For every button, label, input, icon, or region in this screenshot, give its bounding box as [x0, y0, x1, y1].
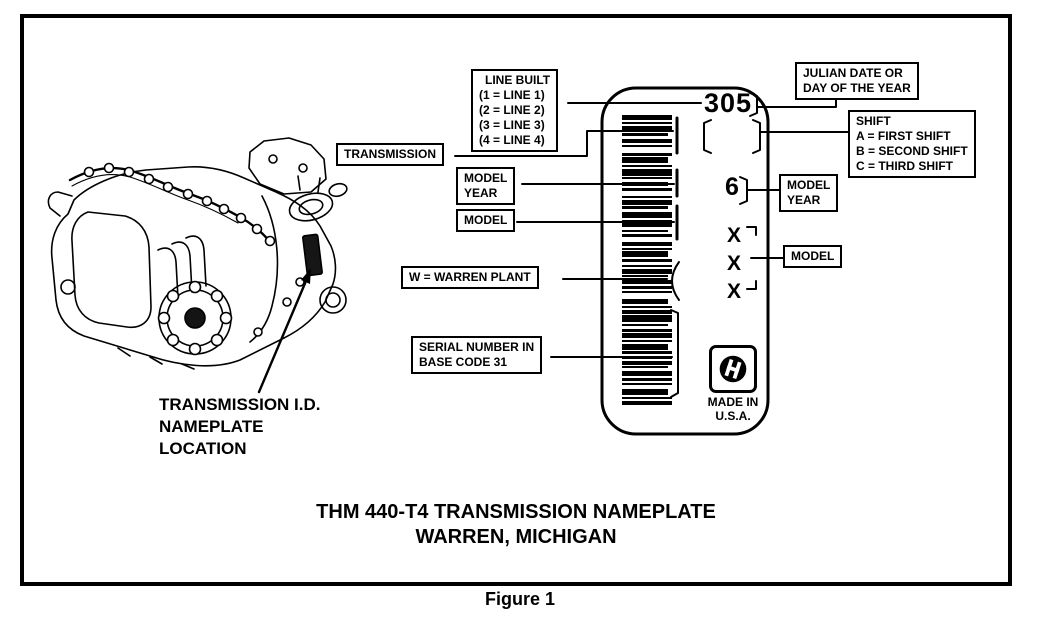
barcode-bar: [622, 269, 672, 274]
barcode-bar: [622, 357, 672, 359]
bracket-shift-right: [753, 120, 760, 153]
callout-line-built-row: (3 = LINE 3): [479, 118, 545, 132]
barcode-bar: [622, 333, 672, 338]
callout-model-left: [456, 209, 515, 232]
barcode-bar: [622, 126, 672, 132]
hydramatic-logo-frame: [709, 345, 757, 393]
callout-transmission-label: TRANSMISSION: [344, 147, 437, 161]
callout-warren-label: W = WARREN PLANT: [409, 270, 531, 284]
callout-model-right-label: MODEL: [791, 249, 835, 263]
callout-line-built-row: (4 = LINE 4): [479, 133, 545, 147]
made-in-l2: U.S.A.: [715, 409, 751, 423]
seam-bolts: [85, 164, 275, 246]
callout-line-built-row: (1 = LINE 1): [479, 88, 545, 102]
barcode-bar: [622, 265, 672, 267]
barcode-bar: [622, 177, 672, 179]
barcode-bar: [622, 344, 668, 350]
governor-cover: [286, 176, 348, 225]
barcode-bar: [622, 299, 668, 304]
nameplate-model-char: X: [727, 252, 743, 275]
barcode-bar: [622, 378, 672, 381]
nameplate-model-char: X: [727, 280, 743, 303]
caption-line1: THM 440-T4 TRANSMISSION NAMEPLATE: [316, 501, 716, 523]
callout-serial-l2: BASE CODE 31: [419, 355, 508, 369]
barcode-bar: [622, 230, 668, 232]
callout-model-year-left-l1: MODEL: [464, 171, 508, 185]
callout-shift-row: C = THIRD SHIFT: [856, 159, 954, 173]
barcode-bar: [622, 223, 672, 227]
right-stub: [320, 287, 346, 313]
bracket-x-top: [747, 227, 756, 235]
location-note-l2: NAMEPLATE: [159, 417, 264, 436]
callout-serial-l1: SERIAL NUMBER IN: [419, 340, 535, 354]
barcode-bar: [622, 139, 672, 143]
callout-model-year-left-l2: YEAR: [464, 186, 498, 200]
barcode-bar: [622, 259, 672, 262]
nameplate-model-year-value: 6: [725, 173, 740, 201]
callout-line-built-row: (2 = LINE 2): [479, 103, 545, 117]
output-flange: [159, 282, 232, 355]
barcode-bar: [622, 220, 672, 222]
barcode: [622, 115, 672, 405]
barcode-bar: [622, 165, 672, 167]
transmission-silhouette: [52, 167, 336, 366]
barcode-bar: [622, 389, 668, 395]
barcode-bar: [622, 397, 672, 399]
case-seam: [250, 196, 277, 342]
barcode-bar: [622, 315, 672, 322]
side-cover-panel: [72, 212, 151, 327]
barcode-bar: [622, 133, 668, 136]
callout-model-right: [783, 245, 842, 268]
callout-model-year-right-l2: YEAR: [787, 193, 821, 207]
callout-line-built-title: LINE BUILT: [485, 73, 551, 87]
callout-shift: [848, 110, 976, 178]
figure-label: Figure 1: [484, 589, 555, 609]
barcode-bar: [622, 145, 672, 147]
location-note-l1: TRANSMISSION I.D.: [159, 395, 321, 414]
barcode-bar: [622, 251, 668, 257]
bracket-shift-left: [704, 120, 711, 153]
barcode-bar: [622, 153, 672, 156]
callout-shift-row: A = FIRST SHIFT: [856, 129, 951, 143]
bracket-6: [740, 177, 747, 204]
bracket-x-bottom: [747, 281, 756, 289]
callout-shift-title: SHIFT: [856, 114, 891, 128]
made-in-label: [695, 395, 771, 423]
location-note: [159, 394, 321, 460]
figure-caption: [20, 500, 1012, 550]
callout-warren: [401, 266, 539, 289]
barcode-bar: [622, 351, 672, 354]
bracket-serial: [671, 310, 678, 397]
barcode-bar: [622, 206, 668, 209]
barcode-bar: [622, 324, 668, 326]
callout-transmission: [336, 143, 444, 166]
callout-model-year-right-l1: MODEL: [787, 178, 831, 192]
callout-model-year-right: [779, 174, 838, 212]
callout-model-left-label: MODEL: [464, 213, 508, 227]
bracket-hole: [269, 155, 277, 163]
barcode-bar: [622, 329, 672, 332]
barcode-bar: [622, 200, 672, 205]
nameplate-julian-value: 305: [704, 88, 753, 118]
callout-shift-row: B = SECOND SHIFT: [856, 144, 968, 158]
barcode-bar: [622, 188, 672, 191]
barcode-bar: [622, 212, 672, 218]
parting-seam: [70, 168, 271, 243]
barcode-bar: [622, 115, 672, 120]
barcode-bar: [622, 157, 668, 163]
barcode-bar: [622, 234, 672, 237]
bracket-hole: [299, 164, 307, 172]
nameplate-model-char: X: [727, 224, 743, 247]
body-bolts: [254, 278, 304, 336]
barcode-bar: [622, 366, 668, 368]
callout-julian: [795, 62, 919, 100]
caption-line2: WARREN, MICHIGAN: [415, 526, 617, 548]
callout-julian-l2: DAY OF THE YEAR: [803, 81, 911, 95]
barcode-bar: [622, 371, 672, 376]
barcode-bar: [622, 306, 672, 308]
barcode-bar: [622, 169, 672, 176]
transmission-illustration: [48, 138, 348, 369]
barcode-bar: [622, 242, 672, 246]
callout-serial: [411, 336, 542, 374]
barcode-bar: [622, 286, 672, 289]
parting-seam-inner: [72, 175, 238, 223]
barcode-bar: [622, 340, 672, 342]
callout-model-year-left: [456, 167, 515, 205]
barcode-bar: [622, 291, 672, 293]
barcode-bar: [622, 401, 672, 405]
barcode-bar: [622, 122, 672, 124]
barcode-bar: [622, 280, 672, 284]
barcode-bar: [622, 361, 672, 365]
case-hole: [61, 280, 75, 294]
barcode-bar: [622, 182, 668, 186]
callout-julian-l1: JULIAN DATE OR: [803, 66, 903, 80]
hydramatic-logo-icon: [714, 350, 752, 388]
bracket-warren: [672, 262, 679, 300]
barcode-bar: [622, 310, 672, 314]
barcode-bar: [622, 275, 668, 277]
made-in-l1: MADE IN: [707, 395, 759, 409]
callout-line-built: [471, 69, 558, 152]
location-note-l3: LOCATION: [159, 439, 247, 458]
location-arrow: [259, 268, 311, 392]
barcode-bar: [622, 383, 672, 385]
barcode-bar: [622, 248, 672, 250]
barcode-bar: [622, 196, 672, 198]
nameplate-on-unit: [303, 234, 323, 276]
